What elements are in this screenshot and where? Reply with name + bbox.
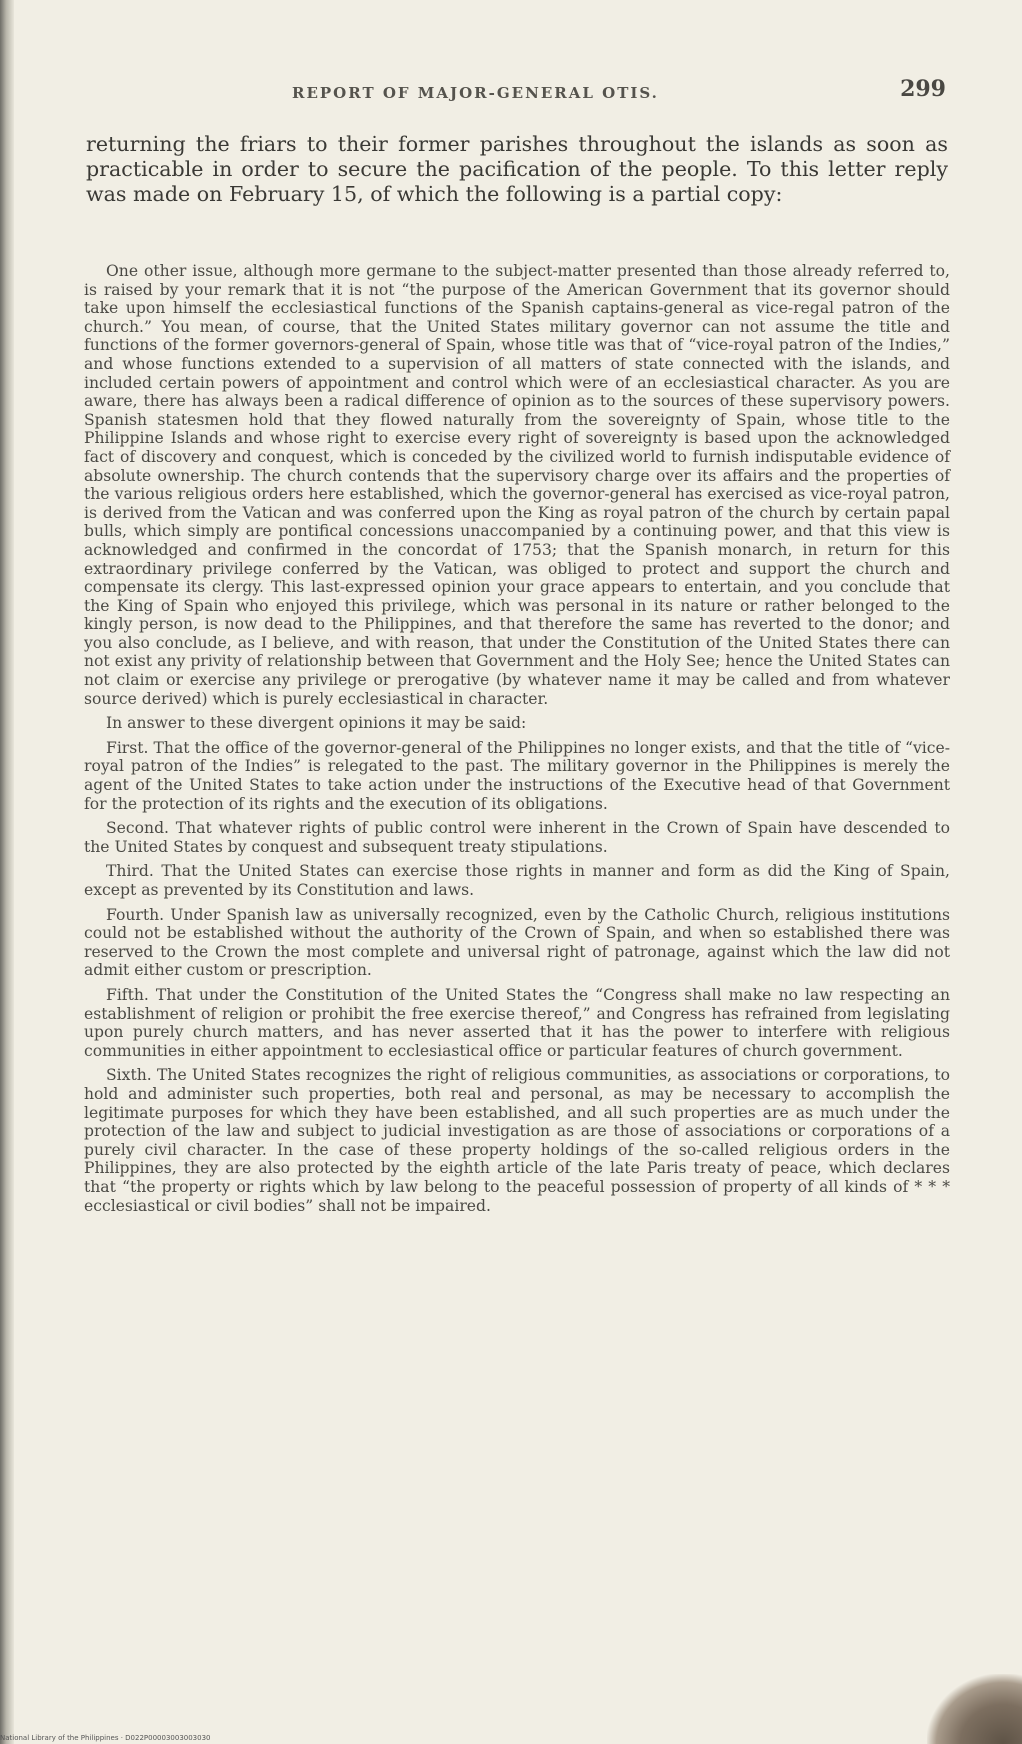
quote-paragraph: In answer to these divergent opinions it may be said: — [106, 714, 527, 733]
quote-paragraph-fifth: Fifth. That under the Constitution of the United States the “Congress shall make no law respecting an establishment of religion or prohibit the free exercise thereof,” and Congress has refrained from legislating upon purely church matters, and has never asserted that it has the power to interfere with religious communities in either appointment to ecclesiastical office or particular features of church government. — [84, 985, 950, 1060]
page-number: 299 — [900, 76, 946, 102]
quoted-letter — [84, 262, 950, 1215]
quote-paragraph-fourth: Fourth. Under Spanish law as universally recognized, even by the Catholic Church, religious institutions could not be established without the authority of the Crown of Spain, and when so established there was reserved to the Crown the most complete and universal right of patronage, against which the law did not admit either custom or prescription. — [84, 905, 950, 980]
page-header — [86, 76, 946, 114]
quote-paragraph-second: Second. That whatever rights of public control were inherent in the Crown of Spain have descended to the United States by conquest and subsequent treaty stipulations. — [84, 819, 950, 856]
intro-paragraph: returning the friars to their former parishes throughout the islands as soon as practicable in order to secure the pacification of the people. To this letter reply was made on February 15, of which the following is a partial copy: — [86, 132, 948, 206]
quote-paragraph: One other issue, although more germane to the subject-matter presented than those already referred to, is raised by your remark that it is not “the purpose of the American Government that its governor should take upon himself the ecclesiastical functions of the Spanish captains-general as vice-regal patron of the church.” You mean, of course, that the United States military governor can not assume the title and functions of the former governors-general of Spain, whose title was that of “vice-royal patron of the Indies,” and whose functions extended to a supervision of all matters of state connected with the islands, and included certain powers of appointment and control which were of an ecclesiastical character. As you are aware, there has always been a radical difference of opinion as to the sources of these supervisory powers. Spanish statesmen hold that they flowed naturally from the sovereignty of Spain, whose title to the Philippine Islands and whose right to exercise every right of sovereignty is based upon the acknowledged fact of discovery and conquest, which is conceded by the civilized world to furnish indisputable evidence of absolute ownership. The church contends that the supervisory charge over its affairs and the properties of the various religious orders here established, which the governor-general has exercised as vice-royal patron, is derived from the Vatican and was conferred upon the King as royal patron of the church by certain papal bulls, which simply are pontifical concessions unaccompanied by a continuing power, and that this view is acknowledged and confirmed in the concordat of 1753; that the Spanish monarch, in return for this extraordinary privilege conferred by the Vatican, was obliged to protect and support the church and compensate its clergy. This last-expressed opinion your grace appears to entertain, and you conclude that the King of Spain who enjoyed this privilege, which was personal in its nature or rather belonged to the kingly person, is now dead to the Philippines, and that therefore the same has reverted to the donor; and you also conclude, as I believe, and with reason, that under the Constitution of the United States there can not exist any privity of relationship between that Government and the Holy See; hence the United States can not claim or exercise any privilege or prerogative (by whatever name it may be called and from whatever source derived) which is purely ecclesiastical in character. — [84, 262, 950, 708]
running-title: REPORT OF MAJOR-GENERAL OTIS. — [292, 84, 659, 102]
scan-source-label: National Library of the Philippines · D022P00003003003030 — [0, 1734, 211, 1742]
scanner-thumb-shadow — [927, 1674, 1022, 1744]
quote-paragraph-third: Third. That the United States can exercise those rights in manner and form as did the King of Spain, except as prevented by its Constitution and laws. — [84, 862, 950, 899]
quote-paragraph-sixth: Sixth. The United States recognizes the right of religious communities, as associations or corporations, to hold and administer such properties, both real and personal, as may be necessary to accomplish the legitimate purposes for which they have been established, and all such properties are as much under the protection of the law and subject to judicial investigation as are those of associations or corporations of a purely civil character. In the case of these property holdings of the so-called religious orders in the Philippines, they are also protected by the eighth article of the late Paris treaty of peace, which declares that “the property or rights which by law belong to the peaceful possession of property of all kinds of * * * ecclesiastical or civil bodies” shall not be impaired. — [84, 1066, 950, 1215]
quote-paragraph-first: First. That the office of the governor-general of the Philippines no longer exists, and that the title of “vice-royal patron of the Indies” is relegated to the past. The military governor in the Philippines is merely the agent of the United States to take action under the instructions of the Executive head of that Government for the protection of its rights and the execution of its obligations. — [84, 738, 950, 813]
